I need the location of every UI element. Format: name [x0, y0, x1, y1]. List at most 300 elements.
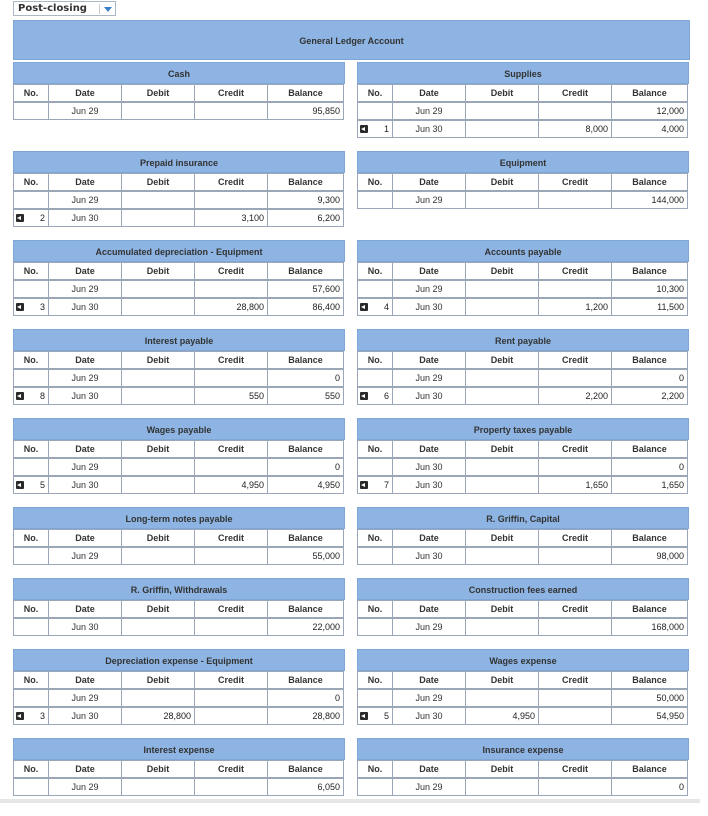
- cell-no[interactable]: [13, 778, 49, 796]
- cell-balance[interactable]: [611, 298, 688, 316]
- column-header-debit: Debit: [121, 600, 195, 618]
- cell-no-value: 1: [383, 124, 389, 134]
- cell-debit[interactable]: [121, 707, 195, 725]
- column-header-debit: Debit: [465, 671, 539, 689]
- cell-balance-value: 0: [678, 462, 684, 472]
- cell-credit[interactable]: [538, 298, 612, 316]
- cell-credit[interactable]: [194, 618, 268, 636]
- column-header-balance: Balance: [611, 529, 688, 547]
- column-header-row: [357, 600, 689, 618]
- cell-debit[interactable]: [465, 707, 539, 725]
- cell-balance[interactable]: [611, 689, 688, 707]
- cell-balance[interactable]: [611, 618, 688, 636]
- column-header-no: No.: [13, 529, 49, 547]
- column-header-date: Date: [392, 529, 466, 547]
- cell-debit[interactable]: [121, 280, 195, 298]
- cell-date-value: Jun 29: [71, 782, 99, 792]
- cell-credit[interactable]: [538, 458, 612, 476]
- column-header-balance: Balance: [267, 351, 344, 369]
- column-header-date: Date: [48, 671, 122, 689]
- column-header-row: [357, 173, 689, 191]
- column-header-no: No.: [13, 351, 49, 369]
- cell-balance[interactable]: [611, 102, 688, 120]
- ledger-row: [357, 369, 689, 387]
- cell-date: [392, 191, 466, 209]
- column-header-balance: Balance: [611, 600, 688, 618]
- column-header-date: Date: [392, 671, 466, 689]
- column-header-credit: Credit: [538, 262, 612, 280]
- cell-date-value: Jun 30: [71, 302, 99, 312]
- cell-credit[interactable]: [538, 778, 612, 796]
- column-header-balance: Balance: [611, 262, 688, 280]
- cell-balance-value: 50,000: [656, 693, 684, 703]
- cell-credit[interactable]: [194, 458, 268, 476]
- cell-no-value: 5: [383, 711, 389, 721]
- cell-no[interactable]: [357, 298, 393, 316]
- column-header-credit: Credit: [194, 600, 268, 618]
- cell-debit[interactable]: [465, 298, 539, 316]
- cell-credit[interactable]: [194, 778, 268, 796]
- column-header-balance: Balance: [267, 600, 344, 618]
- cell-no[interactable]: [357, 102, 393, 120]
- column-header-no: No.: [13, 760, 49, 778]
- ledger-row: [357, 120, 689, 138]
- cell-date-value: Jun 29: [415, 373, 443, 383]
- column-header-debit: Debit: [121, 262, 195, 280]
- column-header-date: Date: [48, 600, 122, 618]
- cell-date: [392, 547, 466, 565]
- cell-no[interactable]: [357, 369, 393, 387]
- cell-balance[interactable]: [267, 280, 344, 298]
- cell-no-value: 5: [39, 480, 45, 490]
- column-header-date: Date: [48, 440, 122, 458]
- cell-no[interactable]: [357, 707, 393, 725]
- cell-no[interactable]: [13, 191, 49, 209]
- cell-debit[interactable]: [121, 547, 195, 565]
- column-header-date: Date: [48, 84, 122, 102]
- column-header-debit: Debit: [465, 760, 539, 778]
- cell-credit[interactable]: [538, 618, 612, 636]
- cell-date: [48, 298, 122, 316]
- column-header-row: [13, 173, 345, 191]
- cell-no[interactable]: [13, 689, 49, 707]
- cell-balance[interactable]: [267, 209, 344, 227]
- cell-credit-value: 1,200: [585, 302, 608, 312]
- column-header-no: No.: [357, 440, 393, 458]
- cell-balance[interactable]: [611, 191, 688, 209]
- cell-debit[interactable]: [465, 476, 539, 494]
- column-header-row: [357, 440, 689, 458]
- cell-credit[interactable]: [194, 191, 268, 209]
- cell-credit-value: 3,100: [241, 213, 264, 223]
- ledger-row: [13, 618, 345, 636]
- cell-date: [48, 476, 122, 494]
- cell-balance[interactable]: [611, 476, 688, 494]
- cell-credit[interactable]: [194, 369, 268, 387]
- cell-debit[interactable]: [121, 778, 195, 796]
- cell-date: [48, 458, 122, 476]
- account-title: Accounts payable: [357, 240, 689, 262]
- column-header-row: [13, 529, 345, 547]
- column-header-credit: Credit: [194, 262, 268, 280]
- cell-date-value: Jun 29: [71, 284, 99, 294]
- cell-debit[interactable]: [121, 191, 195, 209]
- cell-date: [48, 387, 122, 405]
- adjusting-entry-arrow-icon[interactable]: [16, 392, 24, 400]
- cell-debit[interactable]: [465, 618, 539, 636]
- cell-debit[interactable]: [121, 618, 195, 636]
- column-header-date: Date: [48, 173, 122, 191]
- cell-balance[interactable]: [267, 547, 344, 565]
- ledger-row: [13, 707, 345, 725]
- cell-date-value: Jun 29: [415, 284, 443, 294]
- cell-balance-value: 28,800: [312, 711, 340, 721]
- column-header-row: [13, 600, 345, 618]
- column-header-date: Date: [392, 173, 466, 191]
- ledger-row: [13, 387, 345, 405]
- cell-credit[interactable]: [538, 191, 612, 209]
- cell-credit-value: 8,000: [585, 124, 608, 134]
- account-title: Long-term notes payable: [13, 507, 345, 529]
- column-header-balance: Balance: [267, 440, 344, 458]
- column-header-row: [13, 760, 345, 778]
- cell-no[interactable]: [13, 707, 49, 725]
- cell-no[interactable]: [13, 209, 49, 227]
- column-header-date: Date: [48, 262, 122, 280]
- cell-date: [392, 778, 466, 796]
- chevron-down-icon[interactable]: [104, 7, 112, 12]
- column-header-balance: Balance: [611, 671, 688, 689]
- cell-no[interactable]: [357, 458, 393, 476]
- cell-no-value: 7: [383, 480, 389, 490]
- cell-no[interactable]: [13, 369, 49, 387]
- cell-no-value: 8: [39, 391, 45, 401]
- cell-debit[interactable]: [465, 778, 539, 796]
- cell-balance[interactable]: [267, 707, 344, 725]
- account-title: Prepaid insurance: [13, 151, 345, 173]
- account-title: Interest payable: [13, 329, 345, 351]
- ledger-row: [13, 102, 345, 120]
- cell-credit[interactable]: [194, 280, 268, 298]
- cell-debit[interactable]: [121, 387, 195, 405]
- cell-no[interactable]: [357, 120, 393, 138]
- cell-debit[interactable]: [465, 102, 539, 120]
- cell-debit[interactable]: [121, 102, 195, 120]
- column-header-credit: Credit: [194, 760, 268, 778]
- cell-date-value: Jun 29: [415, 195, 443, 205]
- cell-debit-value: 4,950: [512, 711, 535, 721]
- cell-date: [48, 707, 122, 725]
- cell-credit[interactable]: [538, 689, 612, 707]
- cell-balance[interactable]: [267, 387, 344, 405]
- cell-no[interactable]: [13, 547, 49, 565]
- column-header-credit: Credit: [194, 173, 268, 191]
- column-header-no: No.: [357, 173, 393, 191]
- ledger-row: [357, 689, 689, 707]
- column-header-credit: Credit: [194, 671, 268, 689]
- adjusting-entry-arrow-icon[interactable]: [360, 481, 368, 489]
- cell-balance-value: 9,300: [317, 195, 340, 205]
- dropdown-divider: [99, 4, 100, 14]
- scroll-divider: [0, 799, 700, 803]
- cell-date-value: Jun 30: [415, 462, 443, 472]
- ledger-row: [357, 547, 689, 565]
- ledger-row: [13, 458, 345, 476]
- cell-credit[interactable]: [194, 387, 268, 405]
- column-header-no: No.: [13, 440, 49, 458]
- cell-date: [48, 689, 122, 707]
- cell-balance[interactable]: [611, 778, 688, 796]
- column-header-debit: Debit: [465, 529, 539, 547]
- cell-balance-value: 0: [678, 782, 684, 792]
- column-header-date: Date: [392, 84, 466, 102]
- cell-date-value: Jun 30: [71, 213, 99, 223]
- column-header-credit: Credit: [538, 760, 612, 778]
- cell-date: [392, 280, 466, 298]
- cell-no[interactable]: [357, 387, 393, 405]
- column-header-debit: Debit: [121, 440, 195, 458]
- cell-credit[interactable]: [194, 707, 268, 725]
- cell-balance[interactable]: [611, 369, 688, 387]
- column-header-balance: Balance: [267, 760, 344, 778]
- cell-debit[interactable]: [121, 458, 195, 476]
- column-header-credit: Credit: [194, 440, 268, 458]
- cell-balance[interactable]: [267, 191, 344, 209]
- cell-no[interactable]: [13, 476, 49, 494]
- cell-balance-value: 54,950: [656, 711, 684, 721]
- column-header-no: No.: [357, 351, 393, 369]
- adjusting-entry-arrow-icon[interactable]: [16, 481, 24, 489]
- cell-credit[interactable]: [538, 102, 612, 120]
- cell-balance[interactable]: [267, 618, 344, 636]
- column-header-date: Date: [48, 351, 122, 369]
- cell-credit[interactable]: [194, 102, 268, 120]
- cell-balance-value: 55,000: [312, 551, 340, 561]
- column-header-balance: Balance: [611, 760, 688, 778]
- cell-credit[interactable]: [194, 476, 268, 494]
- column-header-no: No.: [357, 760, 393, 778]
- account-title: R. Griffin, Withdrawals: [13, 578, 345, 600]
- cell-balance-value: 95,850: [312, 106, 340, 116]
- adjusting-entry-arrow-icon[interactable]: [360, 392, 368, 400]
- adjusting-entry-arrow-icon[interactable]: [16, 214, 24, 222]
- cell-balance[interactable]: [611, 458, 688, 476]
- column-header-debit: Debit: [121, 529, 195, 547]
- adjusting-entry-arrow-icon[interactable]: [16, 303, 24, 311]
- column-header-row: [13, 440, 345, 458]
- column-header-debit: Debit: [465, 84, 539, 102]
- cell-no[interactable]: [13, 618, 49, 636]
- cell-balance-value: 6,200: [317, 213, 340, 223]
- column-header-credit: Credit: [538, 671, 612, 689]
- adjusting-entry-arrow-icon[interactable]: [360, 125, 368, 133]
- cell-credit-value: 28,800: [236, 302, 264, 312]
- cell-debit[interactable]: [465, 458, 539, 476]
- cell-balance[interactable]: [611, 120, 688, 138]
- cell-date: [48, 618, 122, 636]
- ledger-title: General Ledger Account: [299, 36, 404, 46]
- cell-debit[interactable]: [465, 387, 539, 405]
- cell-credit[interactable]: [194, 547, 268, 565]
- cell-credit[interactable]: [538, 547, 612, 565]
- adjusting-entry-arrow-icon[interactable]: [360, 303, 368, 311]
- cell-balance-value: 168,000: [651, 622, 684, 632]
- cell-debit[interactable]: [465, 191, 539, 209]
- account-title: Interest expense: [13, 738, 345, 760]
- cell-date: [392, 689, 466, 707]
- cell-balance[interactable]: [267, 458, 344, 476]
- cell-no-value: 2: [39, 213, 45, 223]
- cell-debit[interactable]: [121, 209, 195, 227]
- cell-balance[interactable]: [611, 387, 688, 405]
- column-header-credit: Credit: [538, 173, 612, 191]
- cell-no[interactable]: [357, 280, 393, 298]
- cell-date-value: Jun 29: [415, 622, 443, 632]
- cell-no-value: 4: [383, 302, 389, 312]
- cell-date: [392, 618, 466, 636]
- cell-no[interactable]: [13, 458, 49, 476]
- cell-balance[interactable]: [267, 298, 344, 316]
- cell-no[interactable]: [357, 476, 393, 494]
- cell-balance-value: 2,200: [661, 391, 684, 401]
- column-header-date: Date: [392, 760, 466, 778]
- cell-debit[interactable]: [465, 369, 539, 387]
- column-header-row: [357, 84, 689, 102]
- cell-no[interactable]: [13, 280, 49, 298]
- cell-debit[interactable]: [121, 476, 195, 494]
- cell-balance[interactable]: [267, 369, 344, 387]
- column-header-debit: Debit: [121, 760, 195, 778]
- cell-no[interactable]: [13, 298, 49, 316]
- ledger-row: [357, 476, 689, 494]
- cell-balance-value: 57,600: [312, 284, 340, 294]
- cell-date-value: Jun 30: [71, 480, 99, 490]
- cell-debit[interactable]: [465, 280, 539, 298]
- account-title: Accumulated depreciation - Equipment: [13, 240, 345, 262]
- cell-debit[interactable]: [121, 369, 195, 387]
- cell-date: [392, 476, 466, 494]
- column-header-debit: Debit: [121, 173, 195, 191]
- cell-balance-value: 1,650: [661, 480, 684, 490]
- cell-balance-value: 0: [678, 373, 684, 383]
- column-header-balance: Balance: [267, 173, 344, 191]
- cell-date-value: Jun 29: [71, 551, 99, 561]
- cell-balance[interactable]: [611, 280, 688, 298]
- cell-debit[interactable]: [121, 689, 195, 707]
- cell-no[interactable]: [357, 191, 393, 209]
- cell-date: [392, 458, 466, 476]
- cell-debit[interactable]: [465, 689, 539, 707]
- column-header-balance: Balance: [267, 84, 344, 102]
- cell-credit-value: 1,650: [585, 480, 608, 490]
- column-header-debit: Debit: [465, 351, 539, 369]
- cell-no[interactable]: [357, 689, 393, 707]
- cell-balance-value: 86,400: [312, 302, 340, 312]
- column-header-balance: Balance: [267, 529, 344, 547]
- cell-no[interactable]: [13, 387, 49, 405]
- column-header-credit: Credit: [538, 600, 612, 618]
- column-header-credit: Credit: [538, 440, 612, 458]
- cell-credit[interactable]: [538, 707, 612, 725]
- cell-date-value: Jun 30: [415, 124, 443, 134]
- account-type-dropdown[interactable]: [13, 1, 116, 16]
- cell-no[interactable]: [13, 102, 49, 120]
- cell-balance[interactable]: [267, 778, 344, 796]
- cell-balance-value: 4,000: [661, 124, 684, 134]
- cell-date-value: Jun 29: [71, 693, 99, 703]
- dropdown-selected-value: Post-closing: [18, 3, 87, 14]
- ledger-row: [357, 280, 689, 298]
- column-header-no: No.: [357, 600, 393, 618]
- cell-date-value: Jun 30: [415, 711, 443, 721]
- cell-no-value: 6: [383, 391, 389, 401]
- cell-date: [392, 298, 466, 316]
- column-header-no: No.: [13, 600, 49, 618]
- account-title: Construction fees earned: [357, 578, 689, 600]
- cell-balance-value: 0: [334, 462, 340, 472]
- cell-balance-value: 98,000: [656, 551, 684, 561]
- ledger-row: [13, 209, 345, 227]
- cell-balance[interactable]: [611, 707, 688, 725]
- column-header-balance: Balance: [611, 440, 688, 458]
- cell-balance-value: 6,050: [317, 782, 340, 792]
- column-header-debit: Debit: [121, 84, 195, 102]
- cell-date-value: Jun 30: [415, 302, 443, 312]
- cell-balance[interactable]: [267, 689, 344, 707]
- cell-balance[interactable]: [267, 476, 344, 494]
- cell-credit[interactable]: [538, 280, 612, 298]
- column-header-balance: Balance: [611, 84, 688, 102]
- cell-no[interactable]: [357, 547, 393, 565]
- cell-no-value: 3: [39, 302, 45, 312]
- column-header-balance: Balance: [611, 173, 688, 191]
- cell-credit-value: 4,950: [241, 480, 264, 490]
- cell-credit[interactable]: [194, 298, 268, 316]
- cell-credit[interactable]: [194, 209, 268, 227]
- cell-no[interactable]: [357, 778, 393, 796]
- cell-credit[interactable]: [538, 387, 612, 405]
- column-header-debit: Debit: [465, 600, 539, 618]
- cell-credit[interactable]: [538, 369, 612, 387]
- cell-no[interactable]: [357, 618, 393, 636]
- column-header-no: No.: [13, 671, 49, 689]
- ledger-row: [13, 778, 345, 796]
- adjusting-entry-arrow-icon[interactable]: [360, 712, 368, 720]
- cell-date-value: Jun 30: [71, 622, 99, 632]
- column-header-date: Date: [392, 440, 466, 458]
- ledger-row: [357, 458, 689, 476]
- column-header-balance: Balance: [267, 671, 344, 689]
- ledger-row: [357, 387, 689, 405]
- cell-debit[interactable]: [121, 298, 195, 316]
- cell-balance[interactable]: [267, 102, 344, 120]
- ledger-row: [357, 618, 689, 636]
- cell-credit[interactable]: [194, 689, 268, 707]
- cell-debit[interactable]: [465, 120, 539, 138]
- cell-date-value: Jun 29: [415, 693, 443, 703]
- account-title: Depreciation expense - Equipment: [13, 649, 345, 671]
- cell-date-value: Jun 30: [415, 551, 443, 561]
- cell-credit[interactable]: [538, 120, 612, 138]
- adjusting-entry-arrow-icon[interactable]: [16, 712, 24, 720]
- column-header-row: [357, 351, 689, 369]
- cell-debit[interactable]: [465, 547, 539, 565]
- cell-balance[interactable]: [611, 547, 688, 565]
- column-header-no: No.: [13, 84, 49, 102]
- ledger-row: [357, 191, 689, 209]
- column-header-credit: Credit: [538, 84, 612, 102]
- cell-credit[interactable]: [538, 476, 612, 494]
